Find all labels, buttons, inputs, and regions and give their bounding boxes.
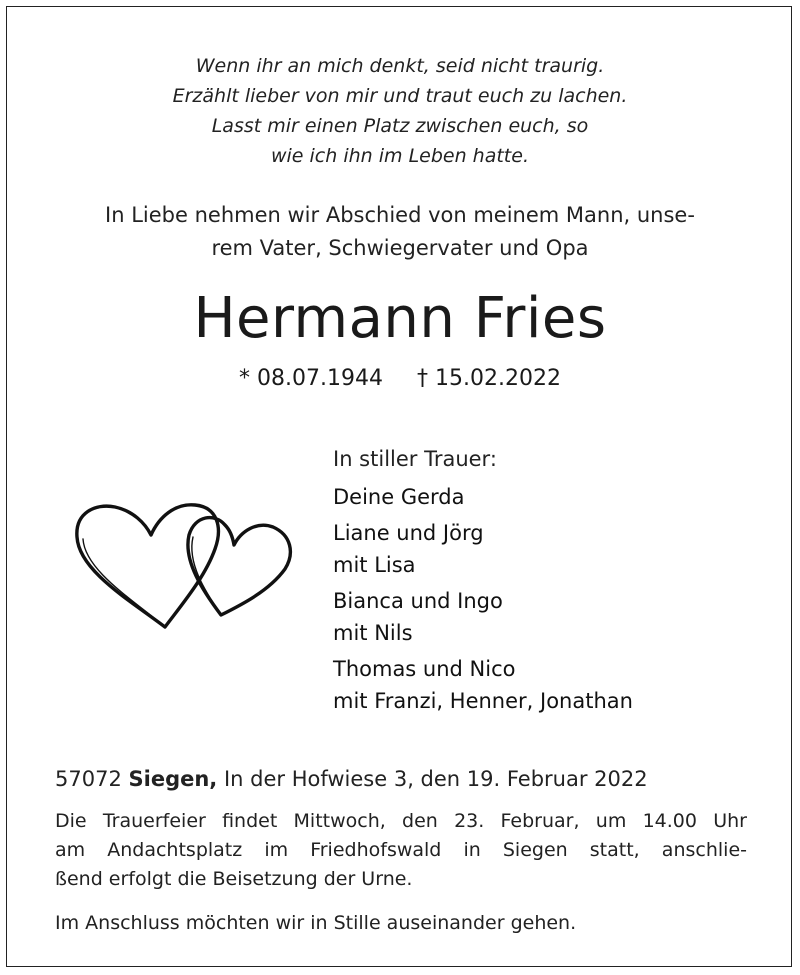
address-city: Siegen, (128, 767, 218, 791)
farewell-intro (7, 199, 793, 265)
mourner-group (333, 653, 753, 717)
address-rest: In der Hofwiese 3, den 19. Februar 2022 (223, 767, 648, 791)
mourner-group (333, 481, 753, 513)
obituary-card (6, 6, 792, 967)
ceremony-line: ßend erfolgt die Beisetzung der Urne. (55, 868, 413, 890)
mourners-list (333, 443, 753, 721)
two-hearts-icon (71, 491, 301, 631)
mourner-name: mit Nils (333, 621, 413, 645)
poem (7, 51, 793, 171)
mourner-group (333, 517, 753, 581)
closing-note: Im Anschluss möchten wir in Stille auseinander gehen. (55, 912, 577, 934)
address-zip: 57072 (55, 767, 122, 791)
mourner-name: mit Franzi, Henner, Jonathan (333, 689, 633, 713)
ceremony-line: Die Trauerfeier findet Mittwoch, den 23. Februar, um 14.00 Uhr (55, 810, 747, 832)
address-line (55, 764, 755, 794)
ceremony-info (55, 807, 747, 894)
intro-line: In Liebe nehmen wir Abschied von meinem Mann, unse- (105, 203, 695, 227)
poem-line: Wenn ihr an mich denkt, seid nicht traurig. (195, 55, 605, 77)
mourner-name: Bianca und Ingo (333, 589, 503, 613)
mourner-name: Deine Gerda (333, 485, 465, 509)
ceremony-line: am Andachtsplatz im Friedhofswald in Siegen statt, anschlie- (55, 839, 747, 861)
mourner-group (333, 585, 753, 649)
poem-line: Erzählt lieber von mir und traut euch zu lachen. (172, 85, 628, 107)
mourner-name: Liane und Jörg (333, 521, 484, 545)
poem-line: Lasst mir einen Platz zwischen euch, so (211, 115, 589, 137)
poem-line: wie ich ihn im Leben hatte. (270, 145, 529, 167)
deceased-name: Hermann Fries (193, 286, 607, 351)
mourner-name: mit Lisa (333, 553, 416, 577)
mourner-name: Thomas und Nico (333, 657, 516, 681)
life-dates (7, 364, 793, 394)
mourners-heading: In stiller Trauer: (333, 447, 497, 471)
death-date: † 15.02.2022 (417, 366, 561, 391)
intro-line: rem Vater, Schwiegervater und Opa (211, 236, 589, 260)
birth-date: * 08.07.1944 (239, 366, 383, 391)
